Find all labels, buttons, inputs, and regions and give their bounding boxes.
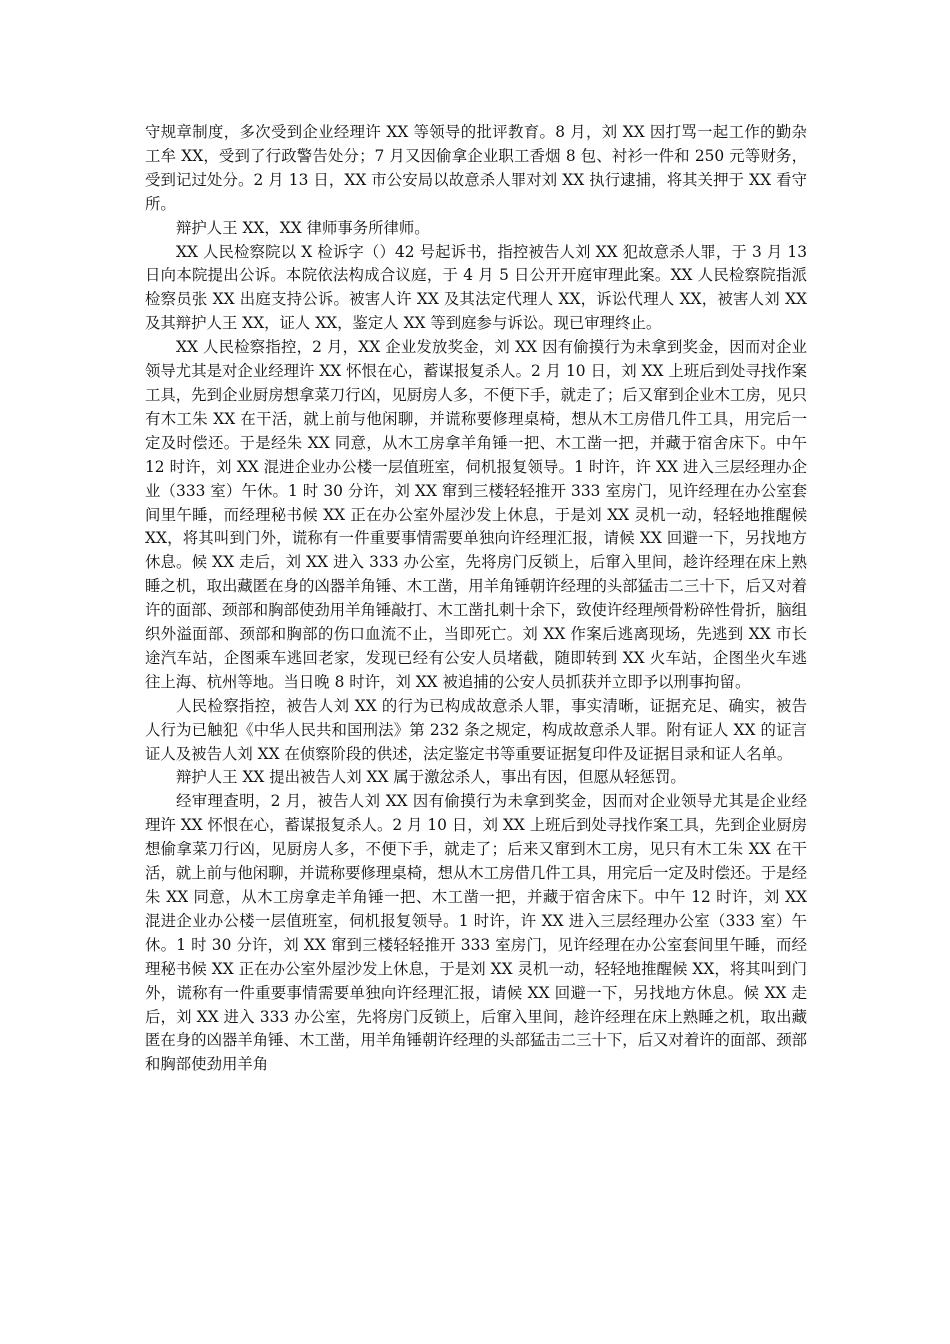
paragraph-prosecution-filing: XX 人民检察院以 X 检诉字（）42 号起诉书，指控被告人刘 XX 犯故意杀人罪，于 3 月 13 日向本院提出公诉。本院依法构成合议庭，于 4 月 5 日公开开庭审理此案。XX 人民检察院指派检察员张 XX 出庭支持公诉。被害人许 XX 及其法定代理人 XX，诉讼代理人 XX，被害人刘 XX 及其辩护人王 XX，证人 XX，鉴定人 XX 等到庭参与诉讼。现已审理终止。: [145, 242, 807, 333]
document-page: [145, 121, 807, 1077]
paragraph-court-findings: 经审理查明，2 月，被告人刘 XX 因有偷摸行为未拿到奖金，因而对企业领导尤其是企业经理许 XX 怀恨在心，蓄谋报复杀人。2 月 10 日，刘 XX 上班后到处寻找作案工具，先到企业厨房想偷拿菜刀行凶，见厨房人多，不便下手，就走了；后来又窜到木工房，见只有木工朱 XX 在干活，就上前与他闲聊，并谎称要修理桌椅，想从木工房借几件工具，用完后一定及时偿还。于是经朱 XX 同意，从木工房拿走羊角锤一把、木工凿一把，并藏于宿舍床下。中午 12 时许，刘 XX 混进企业办公楼一层值班室，伺机报复领导。1 时许，许 XX 进入三层经理办公室（333 室）午休。1 时 30 分许，刘 XX 窜到三楼轻轻推开 333 室房门，见许经理在办公室套间里午睡，而经理秘书候 XX 正在办公室外屋沙发上休息，于是刘 XX 灵机一动，轻轻地推醒候 XX，将其叫到门外，谎称有一件重要事情需要单独向许经理汇报，请候 XX 回避一下，另找地方休息。候 XX 走后，刘 XX 进入 333 办公室，先将房门反锁上，后窜入里间，趁许经理在床上熟睡之机，取出藏匿在身的凶器羊角锤、木工凿，用羊角锤朝许经理的头部猛击二三十下，后又对着许的面部、颈部和胸部使劲用羊角: [145, 792, 807, 1074]
paragraph-defendant-record: 守规章制度，多次受到企业经理许 XX 等领导的批评教育。8 月，刘 XX 因打骂一起工作的勤杂工牟 XX，受到了行政警告处分；7 月又因偷拿企业职工香烟 8 包、衬衫一件和 250 元等财务，受到记过处分。2 月 13 日，XX 市公安局以故意杀人罪对刘 XX 执行逮捕，将其关押于 XX 看守所。: [145, 123, 807, 213]
paragraph-defense-counsel: 辩护人王 XX，XX 律师事务所律师。: [176, 218, 430, 237]
paragraph-charge-conclusion: 人民检察指控，被告人刘 XX 的行为已构成故意杀人罪，事实清晰，证据充足、确实，被告人行为已触犯《中华人民共和国刑法》第 232 条之规定，构成故意杀人罪。附有证人 XX 的证言证人及被告人刘 XX 在侦察阶段的供述，法定鉴定书等重要证据复印件及证据目录和证人名单。: [145, 696, 807, 763]
paragraph-prosecution-allegation: XX 人民检察指控，2 月，XX 企业发放奖金，刘 XX 因有偷摸行为未拿到奖金，因而对企业领导尤其是对企业经理许 XX 怀恨在心，蓄谋报复杀人。2 月 10 日，刘 XX 上班后到处寻找作案工具，先到企业厨房想拿菜刀行凶，见厨房人多，不便下手，就走了；后又窜到企业木工房，见只有木工朱 XX 在干活，就上前与他闲聊，并谎称要修理桌椅，想从木工房借几件工具，用完后一定及时偿还。于是经朱 XX 同意，从木工房拿羊角锤一把、木工凿一把，并藏于宿舍床下。中午 12 时许，刘 XX 混进企业办公楼一层值班室，伺机报复领导。1 时许，许 XX 进入三层经理办企业（333 室）午休。1 时 30 分许，刘 XX 窜到三楼轻轻推开 333 室房门，见许经理在办公室套间里午睡，而经理秘书候 XX 正在办公室外屋沙发上休息，于是刘 XX 灵机一动，轻轻地推醒候 XX，将其叫到门外，谎称有一件重要事情需要单独向许经理汇报，请候 XX 回避一下，另找地方休息。候 XX 走后，刘 XX 进入 333 办公室，先将房门反锁上，后窜入里间，趁许经理在床上熟睡之机，取出藏匿在身的凶器羊角锤、木工凿，用羊角锤朝许经理的头部猛击二三十下，后又对着许的面部、颈部和胸部使劲用羊角锤敲打、木工凿扎刺十余下，致使许经理颅骨粉碎性骨折，脑组织外溢面部、颈部和胸部的伤口血流不止，当即死亡。刘 XX 作案后逃离现场，先逃到 XX 市长途汽车站，企图乘车逃回老家，发现已经有公安人员堵截，随即转到 XX 火车站，企图坐火车逃往上海、杭州等地。当日晚 8 时许，刘 XX 被追捕的公安人员抓获并立即予以刑事拘留。: [145, 338, 807, 691]
paragraph-defense-argument: 辩护人王 XX 提出被告人刘 XX 属于激忿杀人，事出有因，但愿从轻惩罚。: [176, 768, 686, 787]
